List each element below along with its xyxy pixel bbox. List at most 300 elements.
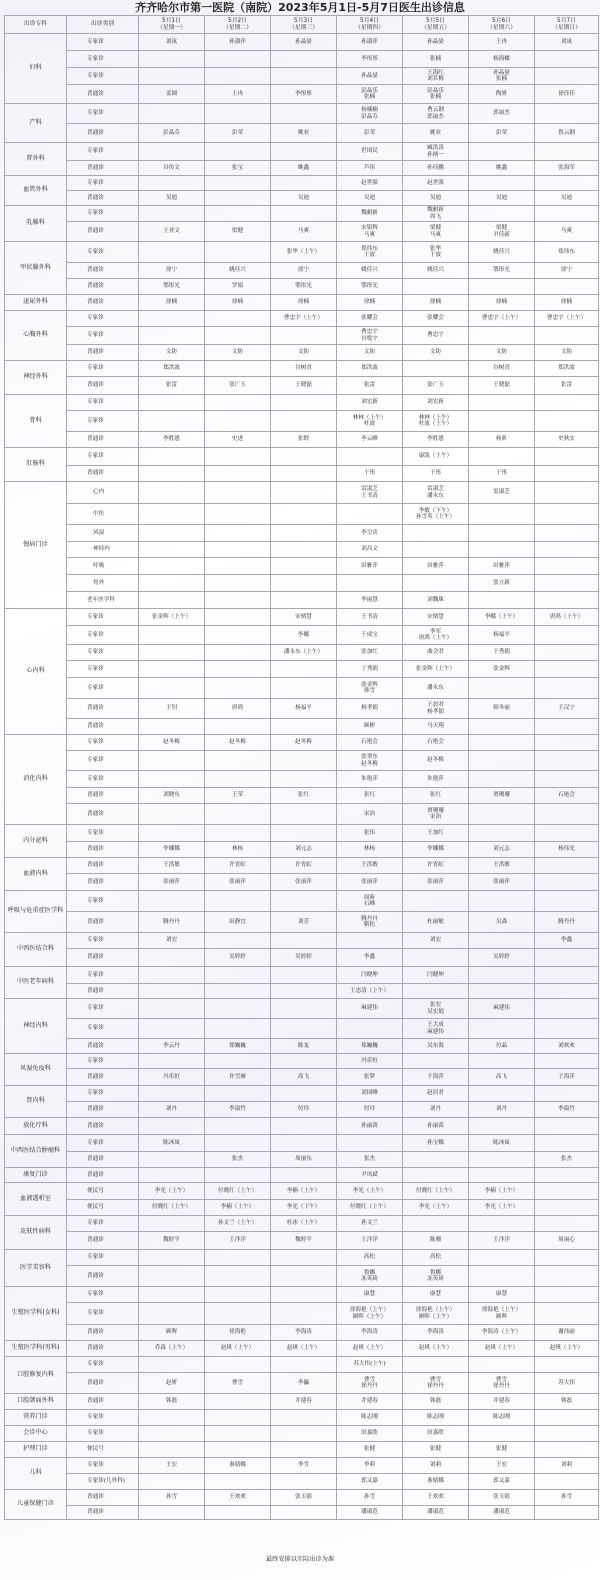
doctor-cell: 丁秀娟 [337,661,403,678]
doctor-cell: 张雷 [337,377,403,395]
doctor-cell [535,176,599,191]
doctor-cell: 李海涛 [403,1325,469,1341]
doctor-cell: 石艳会 [403,735,469,751]
doctor-cell: 宋炳慧 [271,609,337,626]
clinic-type-cell: 专家诊 [67,626,139,645]
doctor-cell: 康慧 [403,1287,469,1303]
doctor-cell: 梁健 [205,222,271,242]
doctor-cell [535,891,599,912]
doctor-cell: 高飞 [271,1069,337,1086]
doctor-cell: 郑巍巍 [205,1039,271,1054]
doctor-cell [139,1118,205,1135]
doctor-cell [271,825,337,842]
doctor-cell: 徐宁 [271,263,337,279]
doctor-cell: 刘魏珠 [403,592,469,609]
doctor-cell [139,1506,205,1520]
header-day-date: 5月3日 [294,18,313,25]
doctor-cell [469,525,535,542]
table-row [5,242,599,263]
doctor-cell [535,1216,599,1232]
table-row [5,645,599,661]
department-cell: 放化疗科 [5,1118,67,1135]
doctor-cell [205,592,271,609]
doctor-cell [271,1054,337,1069]
clinic-type-cell: 专家诊 [67,34,139,51]
doctor-cell [535,1303,599,1325]
doctor-cell: 曹雪 [205,1373,271,1394]
table-row [5,466,599,482]
doctor-cell [469,967,535,984]
doctor-cell [271,592,337,609]
doctor-cell: 世国民 [337,143,403,161]
doctor-cell: 贾珊珊 [469,788,535,804]
doctor-cell [337,504,403,525]
doctor-cell: 于彤 [469,466,535,482]
department-cell: 肛肠科 [5,448,67,482]
department-cell: 生殖医学科(女科) [5,1287,67,1341]
doctor-cell [139,575,205,592]
clinic-type-cell: 专家诊 [67,1357,139,1373]
doctor-cell [271,1266,337,1287]
doctor-cell: 李楠（上午） [205,1200,271,1216]
doctor-cell: 许宵虹 [403,858,469,874]
doctor-cell: 唐鸿（上午） [535,609,599,626]
doctor-cell [205,999,271,1019]
department-cell: 心胸外科 [5,311,67,361]
clinic-type-cell: 专家诊 [67,1426,139,1442]
table-row [5,771,599,788]
table-row [5,912,599,933]
header-day-date: 5月1日 [162,18,181,25]
doctor-cell: 张杰 [205,1152,271,1168]
doctor-cell: 顾晖 [139,1325,205,1341]
doctor-cell: 张丽萍 [403,874,469,891]
doctor-cell [205,504,271,525]
doctor-cell [205,1506,271,1520]
doctor-cell [205,1442,271,1458]
doctor-cell: 雷淑芝 [469,482,535,504]
doctor-cell: 李光（上午） [469,1200,535,1216]
doctor-cell [469,395,535,411]
doctor-cell: 张宏 吴宏娟 [403,999,469,1019]
doctor-cell [469,1357,535,1373]
doctor-cell [139,967,205,984]
doctor-cell: 赵居君 [403,1086,469,1102]
doctor-cell: 彭晶乐 张楠 [403,85,469,104]
doctor-cell: 赵冬梅 [271,735,337,751]
doctor-cell: 李光（下午） [271,1200,337,1216]
table-row [5,295,599,311]
doctor-cell [205,891,271,912]
doctor-cell [271,804,337,825]
doctor-cell [535,735,599,751]
table-row [5,1490,599,1506]
doctor-cell [535,645,599,661]
doctor-cell [469,1266,535,1287]
doctor-cell: 徐海艳（上午） 顾晖（上午） [337,1303,403,1325]
doctor-cell: 贾珊珊 宋治 [403,804,469,825]
doctor-cell: 赵琪（上午） [205,1341,271,1357]
clinic-type-cell: 专家诊 [67,68,139,85]
clinic-type-cell: 普通诊 [67,1039,139,1054]
doctor-cell: 冯乐恒 [337,1054,403,1069]
doctor-cell [271,411,337,432]
doctor-cell [205,719,271,735]
clinic-type-cell: 骨外 [67,575,139,592]
doctor-cell [139,104,205,124]
doctor-cell: 付玲 [271,1102,337,1118]
doctor-cell [469,771,535,788]
doctor-cell: 杨伟光 [535,842,599,858]
doctor-cell [205,1266,271,1287]
table-row [5,1325,599,1341]
doctor-cell: 曹雪 徐丹丹 [337,1373,403,1394]
doctor-cell [403,891,469,912]
header-dept: 出诊专科 [5,16,67,34]
doctor-cell: 林林（上午） 杜波（上午） [403,411,469,432]
doctor-cell: 于海萍 [535,1069,599,1086]
doctor-cell: 孙丽茵 [403,1118,469,1135]
doctor-cell [139,558,205,575]
doctor-cell [205,1168,271,1183]
clinic-type-cell: 专家诊 [67,891,139,912]
clinic-type-cell: 便民号 [67,1183,139,1200]
doctor-cell [271,661,337,678]
doctor-cell [469,719,535,735]
doctor-cell [205,482,271,504]
doctor-cell: 孙文兰（上午） [205,1216,271,1232]
doctor-cell [139,411,205,432]
doctor-cell [469,1216,535,1232]
doctor-cell [271,482,337,504]
doctor-cell: 吴婷婷 [469,949,535,967]
clinic-type-cell: 专家诊 [67,609,139,626]
clinic-type-cell: 专家诊 [67,1303,139,1325]
doctor-cell: 秦婧娜 [205,1458,271,1474]
doctor-cell [469,1426,535,1442]
doctor-cell: 闫晓坤 [403,967,469,984]
doctor-cell: 孙淑萍 [205,34,271,51]
doctor-cell: 石艳会 [337,735,403,751]
doctor-cell: 孙晶晏 [271,34,337,51]
doctor-cell: 韩磊 [403,1394,469,1410]
doctor-cell: 徐楠 [271,295,337,311]
department-cell: 妇科 [5,34,67,104]
doctor-cell: 腾丹丹 靳松 [337,912,403,933]
doctor-cell: 张玉婧 [271,1490,337,1506]
doctor-cell: 吴迪 [403,191,469,206]
doctor-cell: 孙晶晏 张楠 [469,68,535,85]
doctor-cell: 李光（上午） [337,1183,403,1200]
table-row [5,1458,599,1474]
doctor-cell: 李军 唐鸿（上午） [403,626,469,645]
doctor-cell: 刘宏 [139,933,205,949]
doctor-cell [139,395,205,411]
doctor-cell: 鲁娜 冻英琦 [403,1266,469,1287]
table-row [5,124,599,143]
doctor-cell: 陶妍 [469,85,535,104]
doctor-cell: 鄂彤光 [271,279,337,295]
doctor-cell: 孙文兰 [337,1216,403,1232]
doctor-cell [535,575,599,592]
doctor-cell [271,1086,337,1102]
doctor-cell: 李鑫 [337,949,403,967]
doctor-cell: 彭荣 [205,124,271,143]
doctor-cell: 石艳会 [535,788,599,804]
doctor-cell: 林杨 [205,842,271,858]
doctor-cell: 谷树青 [469,361,535,377]
doctor-cell: 林林（上午） 杜波 [337,411,403,432]
doctor-cell: 雷淑芝 潘永东 [403,482,469,504]
doctor-cell [271,1357,337,1373]
doctor-cell: 许雪雁 [205,1069,271,1086]
doctor-cell: 张丽萍 [271,874,337,891]
doctor-cell: 付晓红（上午） [139,1200,205,1216]
table-row [5,222,599,242]
doctor-cell [205,1054,271,1069]
table-row [5,626,599,645]
table-row [5,1183,599,1200]
doctor-cell [403,1152,469,1168]
clinic-type-cell: 普通诊 [67,719,139,735]
doctor-cell [271,504,337,525]
doctor-cell [205,751,271,771]
doctor-cell: 姚业 [403,124,469,143]
doctor-cell [535,719,599,735]
doctor-cell: 徐楠 [139,295,205,311]
doctor-cell: 王汉宁 [535,699,599,719]
doctor-cell: 田嘉欣 [337,1426,403,1442]
doctor-cell: 李娜 [271,626,337,645]
doctor-cell: 杨昕 [469,432,535,448]
schedule-table [4,15,599,1520]
doctor-cell: 付晓红（上午） [403,1183,469,1200]
doctor-cell [403,525,469,542]
doctor-cell: 杨孝娟 [337,699,403,719]
doctor-cell [205,771,271,788]
department-cell: 神经外科 [5,361,67,395]
clinic-type-cell: 普通诊 [67,161,139,176]
doctor-cell: 井建春 [337,1394,403,1410]
doctor-cell: 李敏（下午） 孙雪英（上午） [403,504,469,525]
doctor-cell [205,542,271,558]
doctor-cell [469,176,535,191]
table-row [5,967,599,984]
header-day-weekday: （星期六） [487,24,516,31]
doctor-cell: 孙丽茵 [337,1118,403,1135]
doctor-cell [403,575,469,592]
doctor-cell: 刘岚 [139,34,205,51]
doctor-cell: 杨海樑 [469,51,535,68]
doctor-cell [337,448,403,466]
doctor-cell: 王欢欢 [205,1490,271,1506]
doctor-cell: 姚业 [271,124,337,143]
doctor-cell [403,1357,469,1373]
clinic-type-cell: 专家诊 [67,751,139,771]
clinic-type-cell: 普通诊 [67,85,139,104]
doctor-cell: 井建春 [469,1394,535,1410]
doctor-cell: 曹忠宇（上午） [271,311,337,327]
doctor-cell: 王晓磊 [271,377,337,395]
doctor-cell: 许宵虹 [205,858,271,874]
clinic-type-cell: 专家诊 [67,104,139,124]
doctor-cell: 赵琪（上午） [403,1341,469,1357]
clinic-type-cell: 普通诊 [67,1506,139,1520]
table-row [5,1474,599,1490]
doctor-cell [535,279,599,295]
department-cell: 康复门诊 [5,1168,67,1183]
doctor-cell [271,1426,337,1442]
doctor-cell: 姚佳兴 [337,263,403,279]
doctor-cell [139,891,205,912]
clinic-type-cell: 老年医学科 [67,592,139,609]
doctor-cell: 曹雪 徐丹丹 [403,1373,469,1394]
doctor-cell: 魏耐新 周飞 [403,206,469,222]
doctor-cell: 鲁娜 冻英琦 [337,1266,403,1287]
table-row [5,1373,599,1394]
table-row [5,678,599,699]
clinic-type-cell: 普通诊 [67,1373,139,1394]
clinic-type-cell: 专家诊 [67,361,139,377]
table-row [5,891,599,912]
header-day [403,16,469,34]
doctor-cell: 李云丹 [139,1039,205,1054]
doctor-cell [205,51,271,68]
table-row [5,999,599,1019]
table-row [5,1086,599,1102]
doctor-cell [139,242,205,263]
doctor-cell [139,311,205,327]
doctor-cell [469,1086,535,1102]
doctor-cell: 徐海艳（上午） 顾晖 [469,1303,535,1325]
table-row [5,1426,599,1442]
doctor-cell [139,1168,205,1183]
doctor-cell [139,542,205,558]
doctor-cell [271,1168,337,1183]
doctor-cell: 麻建伟 [337,999,403,1019]
clinic-type-cell: 普通诊 [67,949,139,967]
doctor-cell: 李胜恩 [403,432,469,448]
table-row [5,858,599,874]
header-day-date: 5月4日 [360,18,379,25]
doctor-cell: 孙宝娜 [403,1135,469,1152]
doctor-cell [205,311,271,327]
doctor-cell: 刘宏新 [403,395,469,411]
doctor-cell [535,661,599,678]
doctor-cell [469,735,535,751]
doctor-cell: 芦伟 [337,161,403,176]
doctor-cell: 付玲 [337,1102,403,1118]
doctor-cell: 顾彬 [337,719,403,735]
doctor-cell [139,206,205,222]
doctor-cell: 张金辉（上午） [139,609,205,626]
table-row [5,68,599,85]
doctor-cell [337,1019,403,1039]
doctor-cell [139,1250,205,1266]
department-cell: 乳腺科 [5,206,67,242]
doctor-cell: 张杰 [337,1152,403,1168]
doctor-cell: 宋炳慧 [403,609,469,626]
doctor-cell: 张翠东 赵冬梅 [337,751,403,771]
doctor-cell: 康慧 [469,1287,535,1303]
doctor-cell [271,1287,337,1303]
doctor-cell: 彭荣 [337,124,403,143]
table-row [5,1135,599,1152]
clinic-type-cell: 专家诊 [67,176,139,191]
clinic-type-cell: 普通诊 [67,1490,139,1506]
doctor-cell: 张健 [403,1442,469,1458]
doctor-cell [271,1442,337,1458]
doctor-cell [535,1019,599,1039]
doctor-cell [535,1054,599,1069]
doctor-cell: 张立新 [469,575,535,592]
table-row [5,395,599,411]
doctor-cell [469,933,535,949]
doctor-cell: 王书清 [337,609,403,626]
doctor-cell: 李溢竹 [535,1102,599,1118]
doctor-cell [205,1357,271,1373]
doctor-cell: 文防 [271,345,337,361]
doctor-cell: 冯乐恒 [139,1069,205,1086]
doctor-cell [271,448,337,466]
clinic-type-cell: 专家诊 [67,735,139,751]
doctor-cell: 张耀会 [337,311,403,327]
doctor-cell [469,678,535,699]
doctor-cell: 陈志刚 [469,1410,535,1426]
doctor-cell: 张梦 [337,1069,403,1086]
doctor-cell: 徐楠 [403,295,469,311]
doctor-cell [139,1287,205,1303]
doctor-cell [535,999,599,1019]
doctor-cell: 闫晓坤 [337,967,403,984]
table-row [5,1266,599,1287]
doctor-cell: 潘永东 [403,678,469,699]
doctor-cell [403,1216,469,1232]
doctor-cell [139,504,205,525]
doctor-cell: 郑洪波 [337,361,403,377]
doctor-cell [205,1287,271,1303]
doctor-cell: 田雅萍 [403,558,469,575]
doctor-cell [271,104,337,124]
doctor-cell: 韩冬丽 [469,699,535,719]
header-day-weekday: （星期四） [355,24,384,31]
clinic-type-cell: 专家诊 [67,1250,139,1266]
doctor-cell [139,525,205,542]
doctor-cell: 曹雪 徐丹丹 [469,1373,535,1394]
doctor-cell [535,678,599,699]
table-row [5,1303,599,1325]
doctor-cell [139,804,205,825]
doctor-cell: 吴婷婷 [271,949,337,967]
doctor-cell: 尹凤斌 [337,1168,403,1183]
doctor-cell [139,176,205,191]
doctor-cell [535,51,599,68]
clinic-type-cell: 专家诊 [67,1019,139,1039]
doctor-cell [535,206,599,222]
doctor-cell: 张玉婧 [469,1490,535,1506]
clinic-type-cell: 普通诊 [67,1168,139,1183]
doctor-cell: 赵冬梅 [205,735,271,751]
table-row [5,482,599,504]
clinic-type-cell: 普通诊 [67,699,139,719]
doctor-cell [139,751,205,771]
doctor-cell [469,448,535,466]
doctor-cell: 于成宝 [337,626,403,645]
clinic-type-cell: 普通诊 [67,295,139,311]
doctor-cell: 杨楠楠 彭晶芬 [337,104,403,124]
doctor-cell: 张华 于波 [403,242,469,263]
doctor-cell [535,448,599,466]
